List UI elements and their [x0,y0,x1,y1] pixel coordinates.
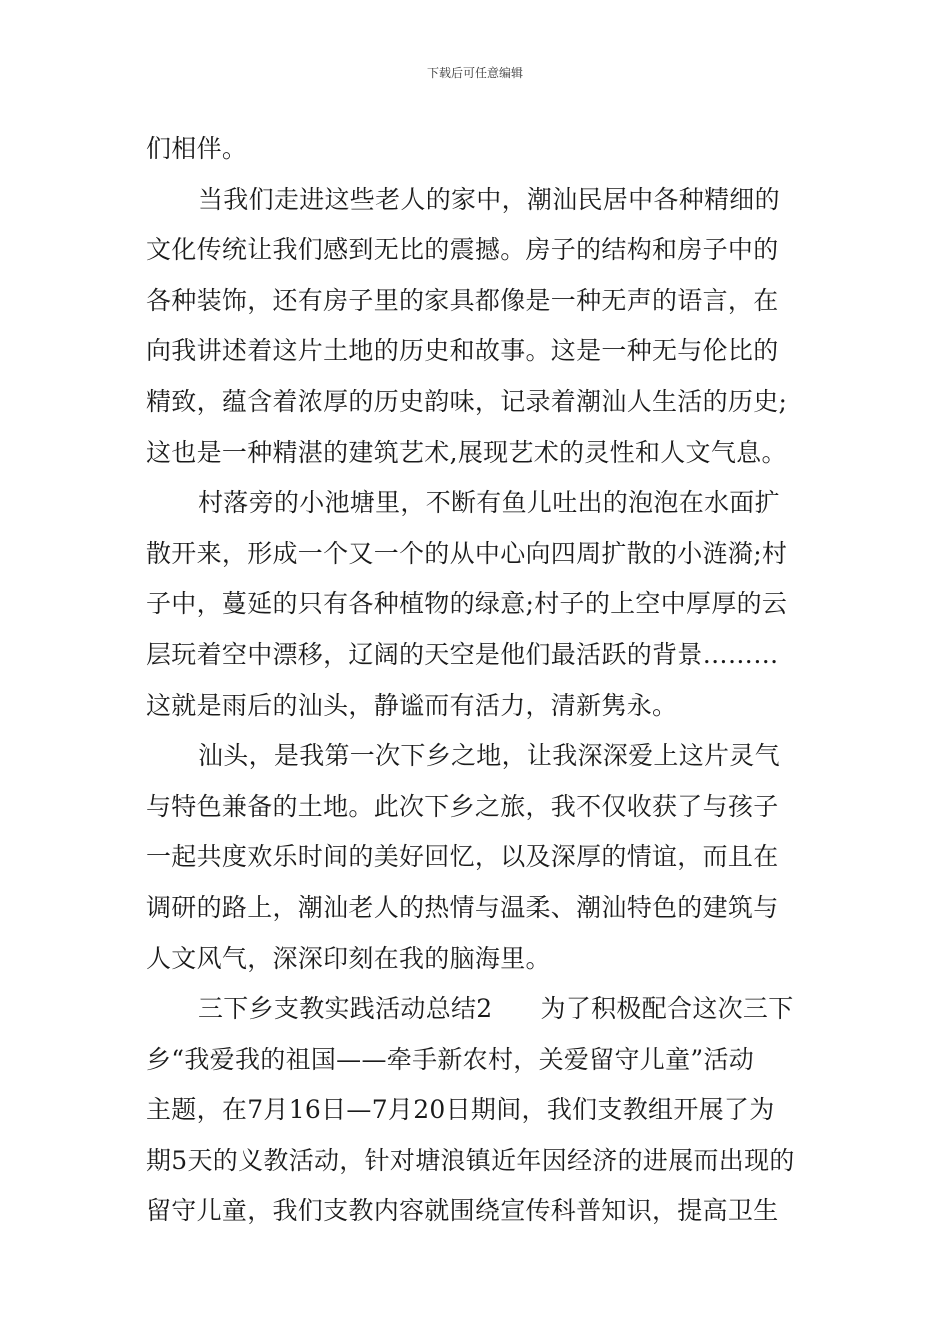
section-title-line [146,984,811,1035]
text-line: 人文风气，深深印刻在我的脑海里。 [146,943,551,973]
text-line: 期5天的义教活动，针对塘浪镇近年因经济的进展而出现的 [146,1145,795,1175]
text-line: 当我们走进这些老人的家中，潮汕民居中各种精细的 [198,184,780,214]
text-line: 散开来，形成一个又一个的从中心向四周扩散的小涟漪;村 [146,538,788,568]
text-line: 一起共度欢乐时间的美好回忆，以及深厚的情谊，而且在 [146,842,779,872]
text-line: 子中，蔓延的只有各种植物的绿意;村子的上空中厚厚的云 [146,589,788,619]
text-line: 留守儿童，我们支教内容就围绕宣传科普知识，提高卫生 [146,1196,779,1226]
text-line: 各种装饰，还有房子里的家具都像是一种无声的语言，在 [146,285,779,315]
text-line: 汕头，是我第一次下乡之地，让我深深爱上这片灵气 [198,741,780,771]
section-title: 三下乡支教实践活动总结2 [198,994,493,1024]
text-line: 与特色兼备的土地。此次下乡之旅，我不仅收获了与孩子 [146,791,779,821]
text-line: 精致，蕴含着浓厚的历史韵味，记录着潮汕人生活的历史; [146,386,788,416]
text-line: 这就是雨后的汕头，静谧而有活力，清新隽永。 [146,690,678,720]
text-line: 主题，在7月16日—7月20日期间，我们支教组开展了为 [146,1095,775,1125]
text-line-continuation: 为了积极配合这次三下 [540,994,794,1024]
text-line: 们相伴。 [146,134,248,163]
text-line: 村落旁的小池塘里，不断有鱼儿吐出的泡泡在水面扩 [198,488,780,518]
text-line: 乡“我爱我的祖国——牵手新农村，关爱留守儿童”活动 [146,1044,755,1074]
text-line: 这也是一种精湛的建筑艺术,展现艺术的灵性和人文气息。 [146,437,787,467]
text-line: 文化传统让我们感到无比的震撼。房子的结构和房子中的 [146,235,779,265]
page-header: 下载后可任意编辑 [426,66,523,80]
text-line: 层玩着空中漂移，辽阔的天空是他们最活跃的背景……… [146,639,779,669]
text-line: 向我讲述着这片土地的历史和故事。这是一种无与伦比的 [146,336,779,366]
document-body [146,124,811,1237]
text-line: 调研的路上，潮汕老人的热情与温柔、潮汕特色的建筑与 [146,892,779,922]
